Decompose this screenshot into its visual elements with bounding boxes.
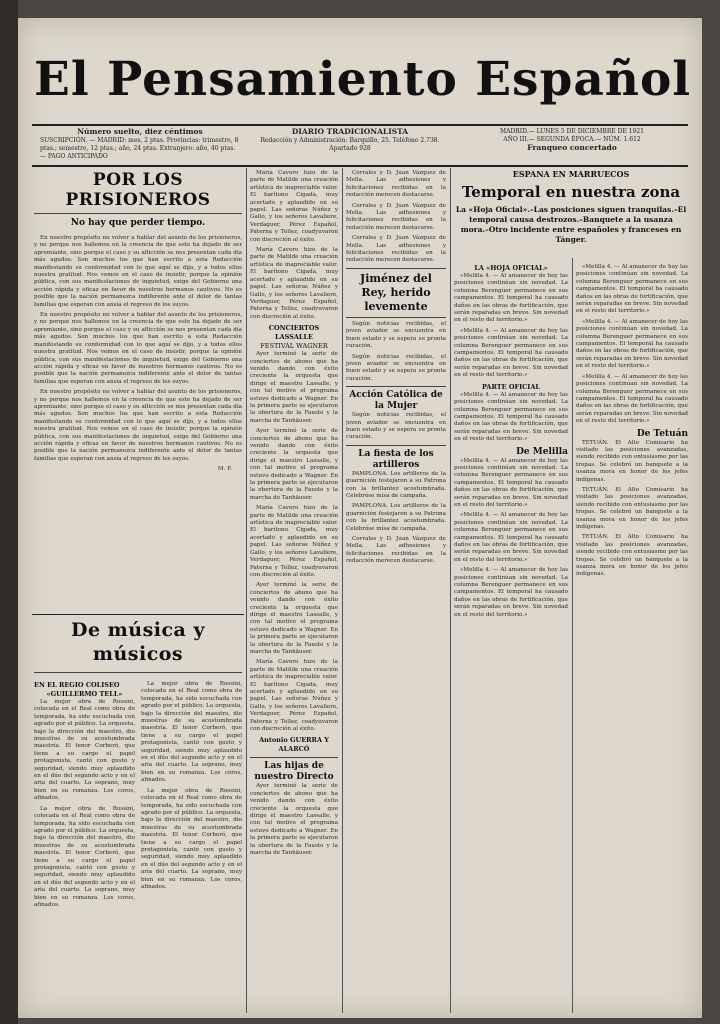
- col2-body2-d: Ayer terminó la serie de conciertos de abono que ha venido dando con éxito creciente la orquesta que dirige el maestro Lassalle, y con tal motivo el programa estuvo dedicado a Wagner. En la primera parte se ejecutaron la obertura de la Fausto y la marcha de Tanhäuser.: [250, 783, 338, 857]
- col2-subheading: FESTIVAL WAGNER: [260, 342, 328, 351]
- marruecos-col-right: [576, 264, 688, 1012]
- marruecos-sub1: PARTE OFICIAL: [482, 382, 540, 391]
- musica-title: De música y músicos: [70, 619, 206, 665]
- marruecos-body-b: «Melilla 4. — Al amanecer de hoy las posiciones continúan sin novedad. La columna Berenguer permanece en sus campamentos. El temporal ha causado daños en las obras de fortificación, que serán reparadas en breve. Sin novedad en el resto del territorio.»: [454, 327, 568, 379]
- musica-body-4: La mejor obra de Rossini, colocada en el Real como obra de temporada, ha sido escuchada con agrado por el público. La orquesta, bajo la dirección del maestro, dio muestras de su acostumbrada maestría. El tenor Corberó, que tiene a su cargo el papel protagonista, cantó con gusto y seguridad, siendo muy aplaudido en el dúo del segundo acto y en el aria del cuarto. La soprano, muy bien en su romanza. Los coros, afinados.: [141, 787, 242, 890]
- musica-col-left: [34, 681, 135, 912]
- column-rule-1: [246, 168, 247, 1013]
- col3-heading2: Acción Católica de la Mujer: [349, 390, 443, 412]
- marruecos-body-e: «Melilla 4. — Al amanecer de hoy las posiciones continúan sin novedad. La columna Berenguer permanece en sus campamentos. El temporal ha causado daños en las obras de fortificación, que serán reparadas en breve. Sin novedad en el resto del territorio.»: [454, 512, 568, 563]
- date-box: [458, 128, 686, 164]
- marruecos-body2: TETUÁN. El Alto Comisario ha visitado las posiciones avanzadas, siendo recibido con entusiasmo por las tropas. Se celebró un banquete a la usanza mora en honor de los jefes indígenas.: [576, 439, 688, 483]
- masthead-rule: [32, 124, 688, 126]
- article-musica: [34, 618, 242, 1013]
- marruecos-header: [454, 170, 688, 260]
- marruecos-r-body-b: «Melilla 4. — Al amanecer de hoy las posiciones continúan sin novedad. La columna Berenguer permanece en sus campamentos. El temporal ha causado daños en las obras de fortificación, que serán reparadas en breve. Sin novedad en el resto del territorio.»: [576, 318, 688, 370]
- col3-rule-4: [346, 445, 446, 446]
- paper-subtitle: DIARIO TRADICIONALISTA: [291, 128, 409, 136]
- col3-body-b: Corrales y D. Juan Vázquez de Mella. Las adhesiones y felicitaciones recibidas en la redacción merecen destacarse.: [346, 202, 446, 231]
- col3-rule-2: [346, 317, 446, 318]
- col2-rule: [250, 757, 338, 758]
- marruecos-section: ESPAÑA EN MARRUECOS: [512, 170, 630, 179]
- col2-body-d: María Cavero hizo de la parte de Matilde una creación artística de inapreciable valor. El barítono Cigada, muy acertado y aplaudido en su papel. Las señoras Núñez y Gallo, y los señores Lavaliere, Verdaguer, Pérez Español, Paterna y Tellez, coadyuvaron con discreción al éxito.: [250, 659, 338, 733]
- column-rule-4: [572, 258, 573, 1013]
- marruecos-deck: La «Hoja Oficial».–Las posiciones siguen tranquilas.–El temporal causa destrozos.–Banquete a la usanza mora.–Otro incidente entre españoles y franceses en Tánger.: [455, 205, 687, 244]
- marruecos-title: Temporal en nuestra zona: [461, 183, 681, 201]
- col3-body-c: Corrales y D. Juan Vázquez de Mella. Las adhesiones y felicitaciones recibidas en la redacción merecen destacarse.: [346, 235, 446, 264]
- col2-sign: Antonio GUERRA Y ALARCÓ: [259, 736, 329, 754]
- col2-tail-heading: Las hijas de nuestro Directo: [254, 761, 334, 783]
- marruecos-label: LA «HOJA OFICIAL»: [474, 264, 548, 272]
- col3-body2-c: Según noticias recibidas, el joven aviador se encuentra en buen estado y se espera su pronta curación.: [346, 412, 446, 441]
- col3-rule-1: [346, 268, 446, 269]
- col3-heading: Jiménez del Rey, herido levemente: [360, 271, 432, 313]
- col2-body: María Cavero hizo de la parte de Matilde una creación artística de inapreciable valor. El barítono Cigada, muy acertado y aplaudido en su papel. Las señoras Núñez y Gallo, y los señores Lavaliere, Verdaguer, Pérez Español, Paterna y Tellez, coadyuvaron con discreción al éxito.: [250, 170, 338, 243]
- music-top-rule: [32, 614, 244, 615]
- prisioneros-signature: M. F.: [217, 466, 232, 473]
- musica-body-2: La mejor obra de Rossini, colocada en el Real como obra de temporada, ha sido escuchada con agrado por el público. La orquesta, bajo la dirección del maestro, dio muestras de su acostumbrada maestría. El tenor Corberó, que tiene a su cargo el papel protagonista, cantó con gusto y seguridad, siendo muy aplaudido en el dúo del segundo acto y en el aria del cuarto. La soprano, muy bien en su romanza. Los coros, afinados.: [34, 805, 135, 908]
- musica-section: EN EL REGIO COLISEO: [34, 681, 120, 689]
- date-line: MADRID.— LUNES 5 DE DICIEMBRE DE 1921: [499, 128, 644, 135]
- musica-body: La mejor obra de Rossini, colocada en el Real como obra de temporada, ha sido escuchada con agrado por el público. La orquesta, bajo la dirección del maestro, dio muestras de su acostumbrada maestría. El tenor Corberó, que tiene a su cargo el papel protagonista, cantó con gusto y seguridad, siendo muy aplaudido en el dúo del segundo acto y en el aria del cuarto. La soprano, muy bien en su romanza. Los coros, afinados.: [34, 699, 135, 802]
- price-line: Número suelto, diez céntimos: [77, 128, 203, 136]
- musica-title-rule: [34, 672, 242, 673]
- column-two: [250, 170, 338, 1012]
- subscription-box: [40, 128, 240, 164]
- column-three: [346, 170, 446, 1012]
- prisioneros-body-2: En nuestro propósito no volver a hablar del asunto de los prisioneros, y no porque nos hallemos en la creencia de que este ha dejado de ser apremiante, sino porque el caso y su aflicción se nos presentan cada día más agudos. Son muchos los que han escrito a esta Redacción manifestando su conformidad con lo que aquí se dijo, y a todos ellos nuestra gratitud. Nos vemos en el caso de insistir, porque la opinión pública, con sus manifestaciones de inquietud, exige del Gobierno una acción rápida y eficaz en favor de nuestros hermanos cautivos. No es posible que la nación permanezca indiferente ante el dolor de tantas familias que esperan con ansia el regreso de los suyos.: [34, 312, 242, 385]
- prisioneros-subtitle: No hay que perder tiempo.: [70, 218, 206, 228]
- col3-rule-3: [346, 386, 446, 387]
- col2-body2-b: Ayer terminó la serie de conciertos de abono que ha venido dando con éxito creciente la orquesta que dirige el maestro Lassalle, y con tal motivo el programa estuvo dedicado a Wagner. En la primera parte se ejecutaron la obertura de la Fausto y la marcha de Tanhäuser.: [250, 428, 338, 501]
- marruecos-sub3: De Tetuán: [636, 428, 688, 439]
- marruecos-body-f: «Melilla 4. — Al amanecer de hoy las posiciones continúan sin novedad. La columna Berenguer permanece en sus campamentos. El temporal ha causado daños en las obras de fortificación, que serán reparadas en breve. Sin novedad en el resto del territorio.»: [454, 567, 568, 618]
- col3-body: Corrales y D. Juan Vázquez de Mella. Las adhesiones y felicitaciones recibidas en la redacción merecen destacarse.: [346, 170, 446, 199]
- marruecos-r-body: «Melilla 4. — Al amanecer de hoy las posiciones continúan sin novedad. La columna Berenguer permanece en sus campamentos. El temporal ha causado daños en las obras de fortificación, que serán reparadas en breve. Sin novedad en el resto del territorio.»: [576, 264, 688, 315]
- edition-line: AÑO III.— SEGUNDA ÉPOCA.— NÚM. 1.612: [503, 136, 641, 143]
- prisioneros-body: En nuestro propósito no volver a hablar del asunto de los prisioneros, y no porque nos hallemos en la creencia de que este ha dejado de ser apremiante, sino porque el caso y su aflicción se nos presentan cada día más agudos. Son muchos los que han escrito a esta Redacción manifestando su conformidad con lo que aquí se dijo, y a todos ellos nuestra gratitud. Nos vemos en el caso de insistir, porque la opinión pública, con sus manifestaciones de inquietud, exige del Gobierno una acción rápida y eficaz en favor de nuestros hermanos cautivos. No es posible que la nación permanezca indiferente ante el dolor de tantas familias que esperan con ansia el regreso de los suyos.: [34, 235, 242, 308]
- col3-body2-b: Según noticias recibidas, el joven aviador se encuentra en buen estado y se espera su pronta curación.: [346, 353, 446, 382]
- masthead-title: El Pensamiento Español: [34, 52, 692, 107]
- col3-body3-b: PAMPLONA. Los artilleros de la guarnición festejaron a su Patrona con la brillantez acostumbrada. Celebróse misa de campaña.: [346, 503, 446, 532]
- newspaper-page: [18, 18, 702, 1018]
- col3-body3: PAMPLONA. Los artilleros de la guarnición festejaron a su Patrona con la brillantez acostumbrada. Celebróse misa de campaña.: [346, 470, 446, 499]
- article-prisioneros: [34, 170, 242, 610]
- header-bottom-rule: [32, 165, 688, 167]
- postage-line: Franqueo concertado: [527, 143, 617, 152]
- musica-body-3: La mejor obra de Rossini, colocada en el Real como obra de temporada, ha sido escuchada con agrado por el público. La orquesta, bajo la dirección del maestro, dio muestras de su acostumbrada maestría. El tenor Corberó, que tiene a su cargo el papel protagonista, cantó con gusto y seguridad, siendo muy aplaudido en el dúo del segundo acto y en el aria del cuarto. La soprano, muy bien en su romanza. Los coros, afinados.: [141, 681, 242, 784]
- col2-body2: Ayer terminó la serie de conciertos de abono que ha venido dando con éxito creciente la orquesta que dirige el maestro Lassalle, y con tal motivo el programa estuvo dedicado a Wagner. En la primera parte se ejecutaron la obertura de la Fausto y la marcha de Tanhäuser.: [250, 351, 338, 424]
- col2-body2-c: Ayer terminó la serie de conciertos de abono que ha venido dando con éxito creciente la orquesta que dirige el maestro Lassalle, y con tal motivo el programa estuvo dedicado a Wagner. En la primera parte se ejecutaron la obertura de la Fausto y la marcha de Tanhäuser.: [250, 582, 338, 655]
- prisioneros-title: POR LOS PRISIONEROS: [65, 170, 211, 210]
- marruecos-body-d: «Melilla 4. — Al amanecer de hoy las posiciones continúan sin novedad. La columna Berenguer permanece en sus campamentos. El temporal ha causado daños en las obras de fortificación, que serán reparadas en breve. Sin novedad en el resto del territorio.»: [454, 457, 568, 508]
- header-center: [250, 128, 450, 164]
- marruecos-body2-b: TETUÁN. El Alto Comisario ha visitado las posiciones avanzadas, siendo recibido con entusiasmo por las tropas. Se celebró un banquete a la usanza mora en honor de los jefes indígenas.: [576, 486, 688, 530]
- col2-heading: CONCIERTOS LASSALLE: [268, 324, 320, 342]
- marruecos-body: «Melilla 4. — Al amanecer de hoy las posiciones continúan sin novedad. La columna Berenguer permanece en sus campamentos. El temporal ha causado daños en las obras de fortificación, que serán reparadas en breve. Sin novedad en el resto del territorio.»: [454, 273, 568, 324]
- musica-col-right: [141, 681, 242, 912]
- col3-body-d: Corrales y D. Juan Vázquez de Mella. Las adhesiones y felicitaciones recibidas en la redacción merecen destacarse.: [346, 536, 446, 565]
- musica-subsection: «GUILLERMO TELL»: [46, 690, 123, 698]
- prisioneros-title-rule: [34, 213, 242, 214]
- marruecos-body2-c: TETUÁN. El Alto Comisario ha visitado las posiciones avanzadas, siendo recibido con entusiasmo por las tropas. Se celebró un banquete a la usanza mora en honor de los jefes indígenas.: [576, 534, 688, 578]
- marruecos-body-c: «Melilla 4. — Al amanecer de hoy las posiciones continúan sin novedad. La columna Berenguer permanece en sus campamentos. El temporal ha causado daños en las obras de fortificación, que serán reparadas en breve. Sin novedad en el resto del territorio.»: [454, 391, 568, 443]
- col3-heading3: La fiesta de los artilleros: [358, 448, 434, 470]
- marruecos-r-body-c: «Melilla 4. — Al amanecer de hoy las posiciones continúan sin novedad. La columna Berenguer permanece en sus campamentos. El temporal ha causado daños en las obras de fortificación, que serán reparadas en breve. Sin novedad en el resto del territorio.»: [576, 373, 688, 425]
- marruecos-sub2: De Melilla: [516, 446, 568, 457]
- subscription-text: SUSCRIPCIÓN. — MADRID: mes, 2 ptas. Provincias: trimestre, 8 ptas.; semestre, 12 ptas.; año, 24 ptas. Extranjero: año, 40 ptas. — PAGO ANTICIPADO: [40, 137, 239, 160]
- prisioneros-body-3: En nuestro propósito no volver a hablar del asunto de los prisioneros, y no porque nos hallemos en la creencia de que este ha dejado de ser apremiante, sino porque el caso y su aflicción se nos presentan cada día más agudos. Son muchos los que han escrito a esta Redacción manifestando su conformidad con lo que aquí se dijo, y a todos ellos nuestra gratitud. Nos vemos en el caso de insistir, porque la opinión pública, con sus manifestaciones de inquietud, exige del Gobierno una acción rápida y eficaz en favor de nuestros hermanos cautivos. No es posible que la nación permanezca indiferente ante el dolor de tantas familias que esperan con ansia el regreso de los suyos.: [34, 389, 242, 462]
- musica-columns: [34, 681, 242, 912]
- column-rule-2: [342, 168, 343, 1013]
- col2-body-c: María Cavero hizo de la parte de Matilde una creación artística de inapreciable valor. El barítono Cigada, muy acertado y aplaudido en su papel. Las señoras Núñez y Gallo, y los señores Lavaliere, Verdaguer, Pérez Español, Paterna y Tellez, coadyuvaron con discreción al éxito.: [250, 505, 338, 578]
- binding-gutter: [0, 0, 18, 1024]
- office-line: Redacción y Administración: Barquillo, 25. Teléfono 2.738. Apartado 928: [260, 137, 440, 152]
- marruecos-col-left: [454, 264, 568, 1012]
- col3-body2: Según noticias recibidas, el joven aviador se encuentra en buen estado y se espera su pronta curación.: [346, 320, 446, 350]
- column-rule-3: [450, 168, 451, 1013]
- col2-body-b: María Cavero hizo de la parte de Matilde una creación artística de inapreciable valor. El barítono Cigada, muy acertado y aplaudido en su papel. Las señoras Núñez y Gallo, y los señores Lavaliere, Verdaguer, Pérez Español, Paterna y Tellez, coadyuvaron con discreción al éxito.: [250, 247, 338, 320]
